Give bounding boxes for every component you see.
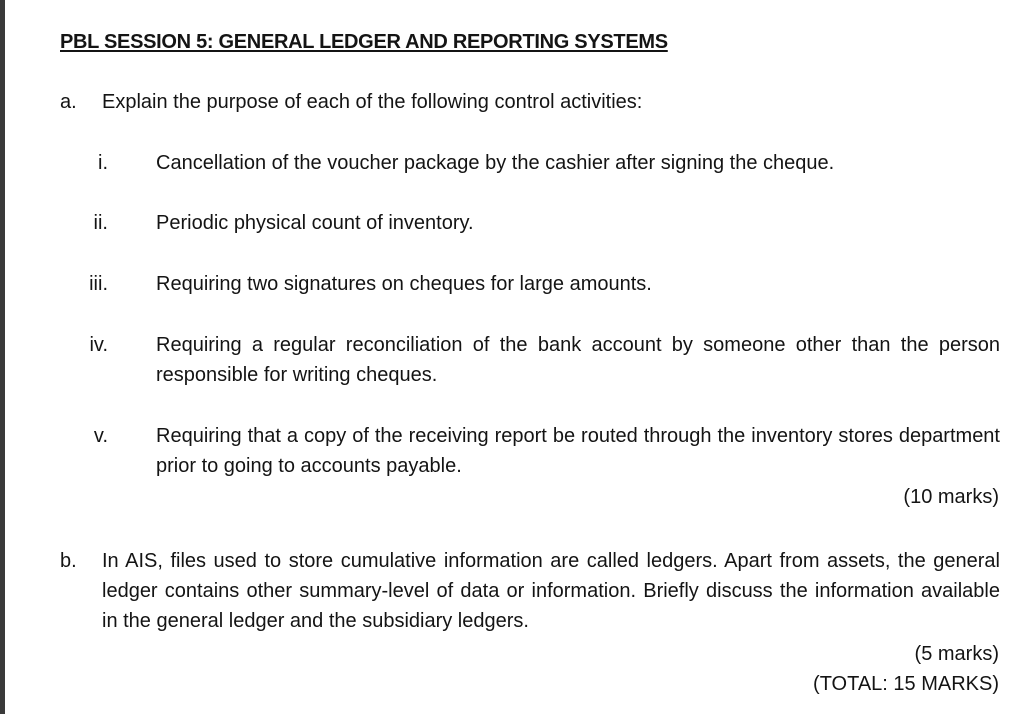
item-number: i. [98, 152, 108, 174]
item-text: Requiring a regular reconciliation of the bank account by someone other than the person responsible for writing cheques. [156, 334, 1000, 386]
part-a-marker: a. [60, 91, 77, 113]
total-marks: (TOTAL: 15 MARKS) [813, 673, 999, 695]
item-number: v. [93, 425, 108, 447]
item-text: Cancellation of the voucher package by the cashier after signing the cheque. [156, 152, 835, 174]
part-b-marker: b. [60, 550, 77, 572]
page-edge-shadow [0, 0, 5, 714]
part-a-prompt: Explain the purpose of each of the following control activities: [102, 91, 643, 113]
part-b-marks: (5 marks) [914, 643, 999, 665]
page-title: PBL SESSION 5: GENERAL LEDGER AND REPORTING SYSTEMS [60, 31, 668, 53]
item-text: Requiring that a copy of the receiving report be routed through the inventory stores department prior to going to accounts payable. [156, 425, 1000, 477]
item-text: Requiring two signatures on cheques for large amounts. [156, 273, 652, 295]
item-number: iv. [89, 334, 108, 356]
item-number: ii. [93, 212, 108, 234]
part-b-question: In AIS, files used to store cumulative information are called ledgers. Apart from assets, the general ledger contains other summary-level of data or information. Briefly discuss the information available in the general ledger and the subsidiary ledgers. [102, 550, 1000, 632]
item-number: iii. [89, 273, 108, 295]
part-a-marks: (10 marks) [903, 486, 999, 508]
item-text: Periodic physical count of inventory. [156, 212, 474, 234]
